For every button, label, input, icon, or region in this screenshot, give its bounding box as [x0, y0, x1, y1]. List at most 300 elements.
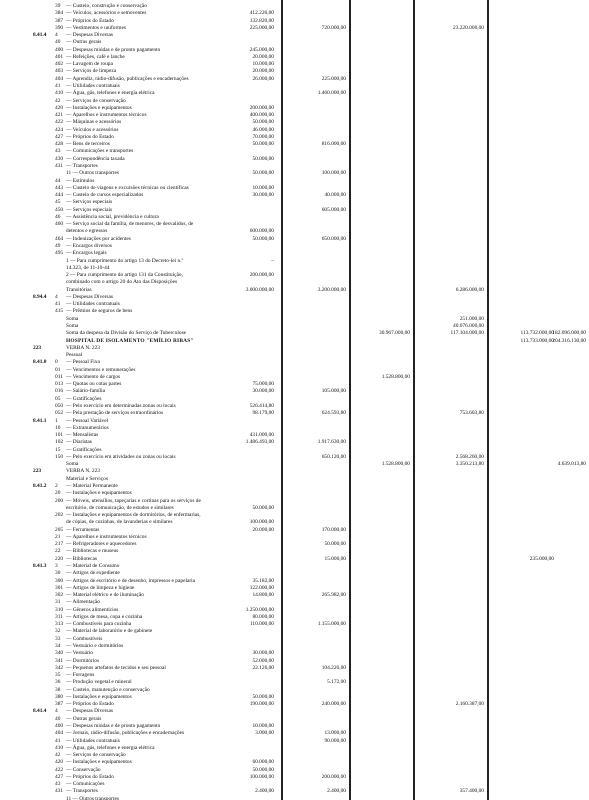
- item-number: 33: [55, 635, 61, 642]
- item-description: — Comunicações: [66, 781, 105, 788]
- item-description: — Gratificações: [66, 395, 102, 402]
- amount-col-6: 204.316.130,00: [552, 337, 586, 344]
- amount-col-1: 14.800,00: [252, 592, 274, 599]
- amount-col-1: –: [271, 257, 274, 264]
- amount-col-1: 190.000,00: [249, 701, 274, 708]
- amount-col-4: 23.220.000,00: [453, 24, 484, 31]
- item-description: Soma: [66, 323, 79, 329]
- amount-col-1: 431.000,00: [249, 432, 274, 439]
- item-description: VERBA N. 223: [66, 344, 100, 351]
- item-description: — Custeio, manutenção e conservação: [66, 686, 150, 693]
- item-description: — Indenizações por acidentes: [66, 235, 131, 242]
- item-description: 11 — Outros transportes: [66, 795, 119, 800]
- amount-col-1: 526.414,80: [249, 403, 274, 409]
- item-number: 01: [55, 366, 61, 373]
- amount-col-1: 26.000,00: [252, 75, 274, 82]
- item-description: — Instalações e equipamentos de dormitórios, de enfermarias,: [66, 512, 201, 519]
- item-description: — Salário-família: [66, 388, 106, 395]
- item-number: 016: [55, 388, 64, 395]
- item-description: — Próprios do Estado: [66, 17, 114, 24]
- item-description: — Transportes: [66, 788, 98, 795]
- item-description: — Comunicações e transportes: [66, 148, 134, 155]
- item-number: 422: [55, 119, 64, 126]
- item-description: Soma: [66, 315, 79, 322]
- item-description: — Próprios do Estado: [66, 133, 114, 140]
- item-number: 39: [55, 3, 61, 9]
- item-description: — Veículos, acessórios e semoventes: [66, 10, 147, 17]
- item-number: 431: [55, 788, 64, 795]
- amount-col-4: 2.568.260,00: [455, 453, 484, 460]
- amount-col-1: 100.000,00: [249, 773, 274, 780]
- amount-col-1: 225.000,00: [249, 24, 274, 31]
- amount-col-1: 110.000,00: [249, 621, 274, 628]
- item-number: 1: [55, 417, 58, 424]
- item-number: 40: [55, 39, 61, 46]
- item-number: 410: [55, 90, 64, 97]
- item-description: — Prêmios de seguros de bens: [66, 308, 133, 315]
- item-description: escritório, de comunicação, de estudos e similares: [66, 504, 174, 511]
- item-description: — Refeições, café e lanche: [66, 53, 125, 60]
- item-description: — Serviços especiais: [66, 199, 113, 206]
- item-description: — Pelo exercício em determinadas zonas ou locais: [66, 403, 176, 409]
- amount-col-1: 30.000,00: [252, 388, 274, 395]
- item-description: — Outras gerais: [66, 715, 102, 722]
- item-description: — Quotas ou cotas partes: [66, 381, 122, 388]
- amount-col-1: 412.226,00: [249, 10, 274, 17]
- item-description: — Serviços de limpeza: [66, 68, 117, 75]
- item-number: 42: [55, 752, 61, 759]
- section-code: 8.41.2: [33, 483, 47, 489]
- amount-col-3: 1.528.800,00: [381, 373, 410, 380]
- section-code: 223: [33, 344, 42, 351]
- item-number: 41: [55, 83, 61, 89]
- item-description: — Pessoal Fixo: [66, 359, 101, 366]
- item-number: 390: [55, 24, 64, 31]
- amount-col-1: 50.000,00: [252, 155, 274, 162]
- item-number: 43: [55, 148, 61, 155]
- amount-col-2: 3.200.000,00: [317, 286, 346, 293]
- section-code: 8.41.1: [33, 417, 47, 424]
- amount-col-1: 2.400,00: [255, 788, 274, 795]
- item-number: 013: [55, 381, 64, 388]
- amount-col-2: 225.000,00: [321, 75, 346, 82]
- amount-col-2: 13.000,00: [324, 730, 346, 737]
- amount-col-1: 30.000,00: [252, 192, 274, 199]
- amount-col-2: 816.000,00: [321, 141, 346, 148]
- item-description: — Despesas Diversas: [66, 708, 114, 715]
- item-number: 422: [55, 766, 64, 773]
- amount-col-1: 10.000,00: [252, 61, 274, 68]
- item-description: 14.323, de 11-10-44: [66, 264, 110, 271]
- item-description: — Combustíveis para cozinha: [66, 621, 132, 628]
- amount-col-1: 50.000,00: [252, 170, 274, 177]
- item-number: 313: [55, 621, 64, 628]
- item-description: — Produção vegetal e mineral: [66, 679, 132, 686]
- amount-col-3: 30.967.000,00: [379, 330, 410, 337]
- item-description: — Vestuário: [66, 650, 93, 657]
- item-number: 342: [55, 664, 64, 671]
- item-description: — Serviços especiais: [66, 206, 113, 213]
- item-number: 31: [55, 599, 61, 606]
- item-description: — Despesas Diversas: [66, 32, 114, 39]
- item-number: 050: [55, 403, 64, 409]
- item-number: 427: [55, 773, 64, 780]
- item-description: — Pessoal Variável: [66, 417, 109, 424]
- amount-col-1: 30.000,00: [252, 650, 274, 657]
- section-code: 8.41.4: [33, 708, 47, 715]
- item-number: 49: [55, 243, 61, 249]
- amount-col-2: 90.000,00: [324, 737, 346, 744]
- item-description: — Móveis, utensílios, tapeçarias e cortinas para os serviços de: [66, 497, 201, 504]
- item-number: 150: [55, 453, 64, 460]
- amount-col-2: 2.400,00: [327, 788, 346, 795]
- item-description: — Conservação: [66, 766, 101, 773]
- item-number: 387: [55, 17, 64, 24]
- item-description: detentos e egressos: [66, 228, 108, 235]
- item-description: — Aprendiz, rádio-difusão, publicações e encadernações: [66, 75, 189, 82]
- amount-col-1: 600.000,00: [249, 228, 274, 235]
- item-number: 202: [55, 512, 64, 519]
- item-description: — Próprios do Estado: [66, 701, 114, 708]
- section-code: 8.41.3: [33, 563, 47, 569]
- amount-col-2: 40.000,00: [324, 192, 346, 199]
- item-number: 495: [55, 250, 64, 257]
- item-description: — Pequenos artefatos de tecidos e seu pessoal: [66, 664, 166, 671]
- item-description: — Serviço social da família, de menores, de desvalidos, de: [66, 221, 194, 228]
- item-description: — Estímulos: [66, 177, 95, 184]
- item-number: 052: [55, 410, 64, 417]
- item-description: — Artigos de mesa, copa e cozinha: [66, 613, 143, 620]
- item-description: — Combustíveis: [66, 635, 103, 642]
- item-description: 1 — Para cumprimento do artigo 13 do Decreto-lei n.º: [66, 257, 184, 264]
- item-description: — Gratificações: [66, 446, 102, 453]
- item-number: 15: [55, 446, 61, 453]
- item-number: 41: [55, 737, 61, 744]
- amount-col-3: 1.528.800,00: [381, 461, 410, 468]
- item-description: Pessoal: [66, 352, 83, 359]
- amount-col-5: 113.732.000,00: [520, 330, 554, 337]
- amount-col-2: 1.155.000,00: [317, 621, 346, 628]
- item-number: 380: [55, 693, 64, 700]
- item-number: 205: [55, 526, 64, 533]
- item-number: 300: [55, 577, 64, 584]
- item-description: — Refrigeradores e aquecedores: [66, 541, 137, 548]
- item-number: 21: [55, 533, 61, 540]
- item-description: de cópias, de cozinhas, de lavanderias e similares: [66, 519, 173, 526]
- item-description: — Alimentação: [66, 599, 100, 606]
- item-description: — Encargos diversos: [66, 243, 113, 249]
- item-number: 340: [55, 650, 64, 657]
- amount-col-1: 52.000,00: [252, 657, 274, 664]
- item-description: — Custeio de cursos especializados: [66, 192, 144, 199]
- amount-col-1: 10.000,00: [252, 184, 274, 191]
- item-number: 415: [55, 308, 64, 315]
- item-number: 384: [55, 10, 64, 17]
- amount-col-1: 46.000,00: [252, 126, 274, 133]
- item-number: 011: [55, 373, 63, 380]
- item-description: 11 — Outros transportes: [66, 170, 119, 177]
- item-description: Soma da despesa da Divisão do Serviço de Tuberculose: [66, 330, 187, 337]
- item-number: 35: [55, 672, 61, 679]
- item-number: 40: [55, 715, 61, 722]
- item-description: — Instalações e equipamentos: [66, 693, 132, 700]
- item-description: — Serviços de conservação: [66, 752, 126, 759]
- item-number: 217: [55, 541, 64, 548]
- item-description: — Próprios do Estado: [66, 773, 114, 780]
- item-number: 301: [55, 584, 64, 591]
- item-number: 443: [55, 184, 64, 191]
- item-number: 450: [55, 206, 64, 213]
- amount-col-4: 753.603,80: [459, 410, 484, 417]
- item-description: — Utilidades contratuais: [66, 301, 120, 308]
- item-description: — Máquinas e acessórios: [66, 119, 122, 126]
- item-number: 310: [55, 606, 64, 613]
- amount-col-2: 200.000,00: [321, 773, 346, 780]
- amount-col-2: 624.593,80: [321, 410, 346, 417]
- item-number: 2: [55, 483, 58, 489]
- item-number: 302: [55, 592, 64, 599]
- item-number: 460: [55, 221, 64, 228]
- item-description: — Custeio, construção e conservação: [66, 3, 147, 9]
- item-number: 05: [55, 395, 61, 402]
- item-description: — Aparelhos e instrumentos técnicos: [66, 112, 147, 119]
- section-code: 8.41.0: [33, 359, 47, 366]
- item-number: 464: [55, 235, 64, 242]
- item-description: — Ferramentas: [66, 526, 100, 533]
- amount-col-2: 240.000,00: [321, 701, 346, 708]
- amount-col-1: 50.000,00: [252, 504, 274, 511]
- item-description: — Veículos e acessórios: [66, 126, 119, 133]
- amount-col-2: 650.120,00: [321, 453, 346, 460]
- item-description: — Artigos de limpeza e higiene: [66, 584, 135, 591]
- item-number: 424: [55, 126, 64, 133]
- section-code: 8.41.4: [33, 32, 47, 39]
- item-description: — Artigos de escritório e de desenho, impressos e papelaria: [66, 577, 196, 584]
- amount-col-2: 1.917.630,00: [317, 439, 346, 446]
- amount-col-1: 20.000,00: [252, 68, 274, 75]
- amount-col-2: 104.226,00: [321, 664, 346, 671]
- amount-col-1: 122.000,00: [249, 584, 274, 591]
- item-description: — Jornais, rádio-difusão, publicações e encadernações: [66, 730, 185, 737]
- item-number: 402: [55, 61, 64, 68]
- amount-col-1: 60.000,00: [252, 759, 274, 766]
- item-number: 444: [55, 192, 64, 199]
- amount-col-1: 75.000,00: [252, 381, 274, 388]
- item-description: — Bibliotecas e museus: [66, 548, 119, 555]
- amount-col-2: 100.000,00: [321, 170, 346, 177]
- item-description: — Utilidades contratuais: [66, 83, 120, 89]
- item-number: 200: [55, 497, 64, 504]
- amount-col-1: 98.179,00: [252, 410, 274, 417]
- item-description: — Instalações e equipamentos: [66, 104, 132, 111]
- item-number: 4: [55, 293, 58, 300]
- item-number: 427: [55, 133, 64, 140]
- item-description: — Vestuário e dormitórios: [66, 643, 124, 649]
- amount-col-5: 235.000,00: [529, 555, 554, 562]
- item-description: — Material Permanente: [66, 483, 118, 489]
- item-description: — Transportes: [66, 163, 98, 169]
- item-number: 101: [55, 432, 64, 439]
- amount-col-5: 113.733.000,00: [520, 337, 554, 344]
- item-description: — Despesas Diversas: [66, 293, 114, 300]
- amount-col-1: 35.182,00: [252, 577, 274, 584]
- item-number: 43: [55, 781, 61, 788]
- amount-col-2: 170.000,00: [321, 526, 346, 533]
- amount-col-2: 720.000,00: [321, 24, 346, 31]
- amount-col-1: 400.000,00: [249, 112, 274, 119]
- item-number: 38: [55, 686, 61, 693]
- amount-col-2: 50.000,00: [324, 541, 346, 548]
- item-number: 420: [55, 759, 64, 766]
- item-number: 102: [55, 439, 64, 446]
- amount-col-1: 132.820,00: [249, 17, 274, 24]
- item-description: — Mensalistas: [66, 432, 99, 439]
- amount-col-1: 200.000,00: [249, 104, 274, 111]
- item-number: 20: [55, 490, 61, 497]
- amount-col-1: 1.250.000,00: [245, 606, 274, 613]
- item-description: 2 — Para cumprimento do artigo 131 da Constituição,: [66, 272, 183, 279]
- amount-col-1: 100.000,00: [249, 519, 274, 526]
- item-number: 404: [55, 75, 64, 82]
- amount-col-6: 4.639.013,80: [557, 461, 586, 468]
- amount-col-2: 5.172,00: [327, 679, 346, 686]
- item-description: — Pelo exercício em atividades ou zonas ou locais: [66, 453, 176, 460]
- item-description: Soma: [66, 461, 79, 468]
- amount-col-1: 20.000,00: [252, 53, 274, 60]
- item-description: — Dormitórios: [66, 657, 100, 664]
- amount-col-2: 265.982,00: [321, 592, 346, 599]
- item-description: — Assistência social, previdência e cultura: [66, 213, 159, 220]
- item-number: 431: [55, 163, 64, 169]
- item-number: 4: [55, 32, 58, 39]
- item-description: — Despesas miúdas e de pronto pagamento: [66, 723, 161, 729]
- item-description: — Vencimentos e remunerações: [66, 366, 136, 373]
- item-description: — Artigos de expediente: [66, 570, 120, 577]
- amount-col-4: 251.000,00: [459, 315, 484, 322]
- item-description: — Instalações e equipamentos: [66, 759, 132, 766]
- amount-col-1: 50.000,00: [252, 235, 274, 242]
- amount-col-4: 2.160.387,00: [455, 701, 484, 708]
- item-number: 341: [55, 657, 64, 664]
- item-description: combinado com o artigo 20 do Ato das Disposições: [66, 279, 178, 286]
- item-number: 0: [55, 359, 58, 366]
- item-number: 401: [55, 53, 64, 60]
- item-description: Transitórias: [66, 286, 92, 293]
- item-number: 46: [55, 213, 61, 220]
- amount-col-1: 20.000,00: [252, 526, 274, 533]
- amount-col-1: 3.000,00: [255, 730, 274, 737]
- amount-col-1: 245.000,00: [249, 46, 274, 53]
- ledger-line: [0, 795, 589, 800]
- item-description: — Diaristas: [66, 439, 92, 446]
- item-number: 403: [55, 68, 64, 75]
- amount-col-1: 200.000,00: [249, 272, 274, 279]
- item-number: 311: [55, 613, 63, 620]
- item-description: HOSPITAL DE ISOLAMENTO "EMÍLIO RIBAS": [66, 337, 194, 344]
- item-description: — Vestimentos e uniformes: [66, 24, 126, 31]
- amount-col-6: 182.096.000,00: [552, 330, 586, 337]
- item-description: Material e Serviços: [66, 475, 108, 482]
- item-number: 387: [55, 701, 64, 708]
- item-description: — Vencimento de cargos: [66, 373, 121, 380]
- item-number: 36: [55, 679, 61, 686]
- item-description: — Pela prestação de serviços extraordinários: [66, 410, 164, 417]
- amount-col-2: 1.460.000,00: [317, 90, 346, 97]
- item-number: 34: [55, 643, 61, 649]
- item-number: 41: [55, 301, 61, 308]
- amount-col-2: 650.000,00: [321, 235, 346, 242]
- item-description: — Material de laboratório e de gabinete: [66, 628, 153, 635]
- item-number: 22: [55, 548, 61, 555]
- item-number: 32: [55, 628, 61, 635]
- item-number: 10: [55, 424, 61, 431]
- item-description: — Água, gás, telefones e energia elétrica: [66, 90, 155, 97]
- amount-col-2: 15.000,00: [324, 555, 346, 562]
- item-number: 400: [55, 46, 64, 53]
- item-number: 410: [55, 744, 64, 751]
- amount-col-4: 3.350.213,80: [455, 461, 484, 468]
- amount-col-1: 80.000,00: [252, 613, 274, 620]
- amount-col-4: 117.104.000,00: [450, 330, 484, 337]
- amount-col-4: 40.076.000,00: [453, 323, 484, 329]
- item-number: 430: [55, 155, 64, 162]
- item-number: 4: [55, 708, 58, 715]
- amount-col-1: 10.000,00: [252, 723, 274, 729]
- item-description: — Outras gerais: [66, 39, 102, 46]
- amount-col-1: 50.000,00: [252, 766, 274, 773]
- item-number: 3: [55, 563, 58, 569]
- item-description: — Serviços de conservação: [66, 97, 126, 104]
- amount-col-1: 50.000,00: [252, 119, 274, 126]
- amount-col-2: 105.000,00: [321, 388, 346, 395]
- amount-col-1: 22.126,00: [252, 664, 274, 671]
- item-description: — Água, gás, telefones e energia elétrica: [66, 744, 155, 751]
- item-number: 30: [55, 570, 61, 577]
- amount-col-1: 50.000,00: [252, 141, 274, 148]
- item-description: — Instalações e equipamentos: [66, 490, 132, 497]
- item-number: 420: [55, 104, 64, 111]
- item-number: 220: [55, 555, 64, 562]
- item-description: — Aparelhos e instrumentos técnicos: [66, 533, 147, 540]
- item-number: 44: [55, 177, 61, 184]
- item-description: — Forragens: [66, 672, 95, 679]
- item-number: 400: [55, 723, 64, 729]
- item-number: 404: [55, 730, 64, 737]
- item-description: VERBA N. 223: [66, 468, 100, 475]
- amount-col-4: 357.400,00: [459, 788, 484, 795]
- item-description: — Utilidades contratuais: [66, 737, 120, 744]
- item-description: — Material de Consumo: [66, 563, 120, 569]
- amount-col-1: 70.000,00: [252, 133, 274, 140]
- section-code: 223: [33, 468, 42, 475]
- section-code: 8.94.4: [33, 293, 47, 300]
- amount-col-1: 50.000,00: [252, 693, 274, 700]
- item-description: — Despesas miúdas e de pronto pagamento: [66, 46, 161, 53]
- item-description: — Encargos legais: [66, 250, 107, 257]
- amount-col-1: 3.000.000,00: [245, 286, 274, 293]
- item-number: 45: [55, 199, 61, 206]
- item-description: — Material elétrico e de iluminação: [66, 592, 144, 599]
- item-description: — Bens de terceiros: [66, 141, 110, 148]
- item-description: — Correspondência taxada: [66, 155, 125, 162]
- amount-col-1: 1.486.493,00: [245, 439, 274, 446]
- item-description: — Extranumerários: [66, 424, 109, 431]
- amount-col-4: 6.286.000,00: [455, 286, 484, 293]
- amount-col-2: 605.000,00: [321, 206, 346, 213]
- item-description: — Lavagem de roupa: [66, 61, 113, 68]
- item-description: — Bibliotecas: [66, 555, 97, 562]
- item-description: — Custeio de viagens e excursões técnicas ou científicas: [66, 184, 189, 191]
